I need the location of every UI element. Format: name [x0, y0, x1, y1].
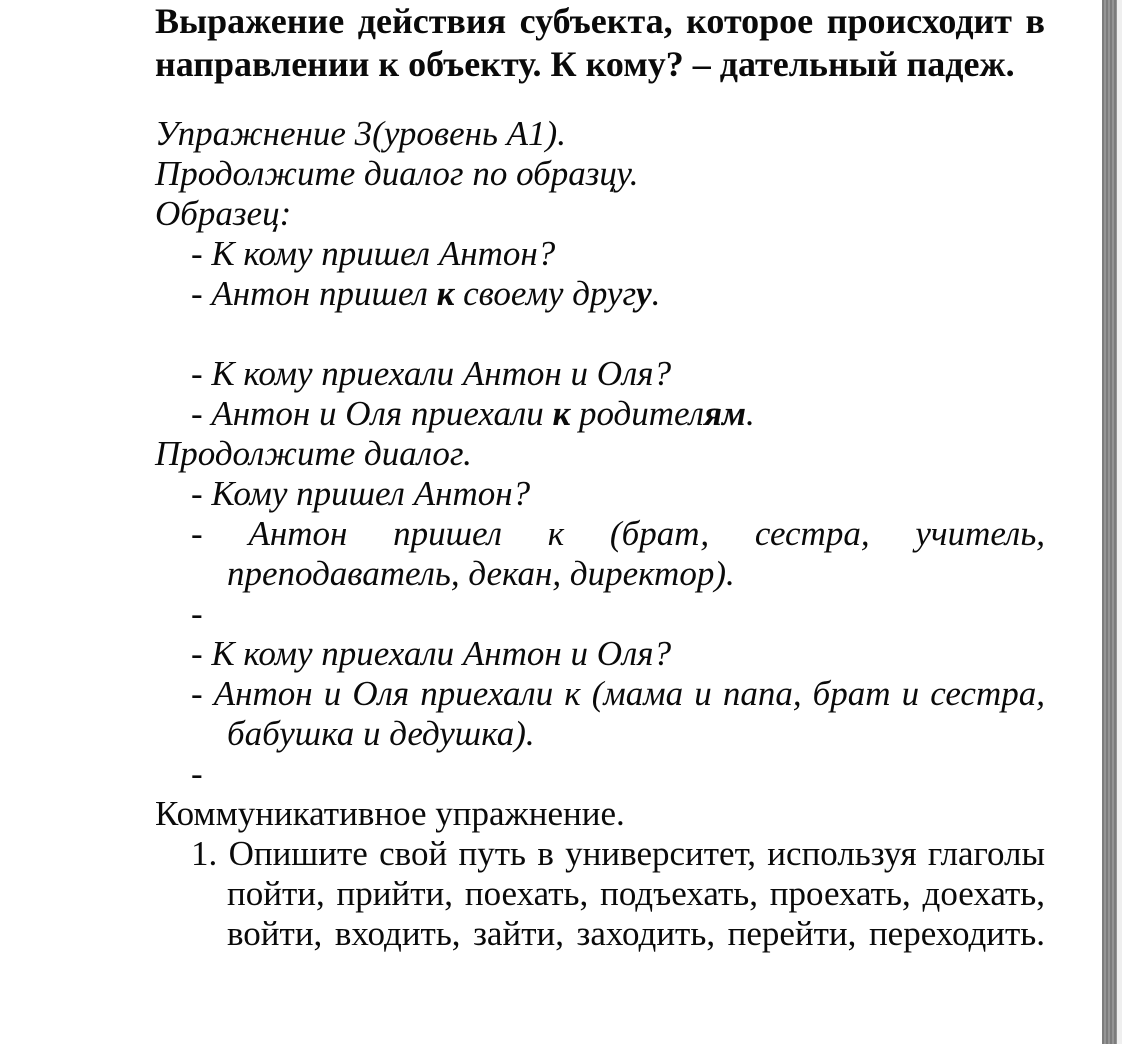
dialog-question: [155, 234, 1045, 274]
exercise-instruction: [155, 154, 1045, 194]
dialog-answer: [155, 394, 1045, 434]
text-segment: - К кому приехали Антон и Оля?: [191, 634, 672, 673]
text-segment: Выражение действия субъекта, которое происходит в: [155, 1, 1045, 41]
text-segment: направлении к объекту. К кому? – дательный падеж.: [155, 44, 1015, 84]
text-segment: - К кому пришел Антон?: [191, 234, 556, 273]
text-segment: родител: [570, 394, 704, 433]
text-segment: у: [636, 274, 652, 313]
text-segment: Коммуникативное упражнение.: [155, 794, 625, 833]
text-segment: -: [191, 594, 203, 633]
text-segment: - Антон и Оля приехали: [191, 394, 553, 433]
page-edge-scrollbar[interactable]: [1102, 0, 1117, 1044]
numbered-item-continuation: [155, 874, 1045, 914]
text-segment: - К кому приехали Антон и Оля?: [191, 354, 672, 393]
text-segment: к: [552, 394, 571, 433]
dialog-answer: [155, 274, 1045, 314]
text-segment: ям: [703, 394, 746, 433]
text-segment: своему друг: [454, 274, 637, 313]
text-segment: - Антон и Оля приехали к (мама и папа, брат и сестра,: [191, 674, 1045, 713]
dash-line: [155, 754, 1045, 794]
continue-instruction: [155, 434, 1045, 474]
dialog-answer-continuation: [155, 714, 1045, 754]
section-label: [155, 794, 1045, 834]
dialog-answer: [155, 514, 1045, 554]
text-segment: бабушка и дедушка).: [227, 714, 535, 753]
text-segment: пойти, прийти, поехать, подъехать, проехать, доехать,: [227, 874, 1045, 913]
dash-line: [155, 594, 1045, 634]
text-segment: - Антон пришел: [191, 274, 437, 313]
dialog-answer: [155, 674, 1045, 714]
text-segment: Образец:: [155, 194, 292, 233]
spacer: [155, 314, 1045, 354]
sample-label: [155, 194, 1045, 234]
text-segment: Продолжите диалог по образцу.: [155, 154, 639, 193]
text-segment: - Кому пришел Антон?: [191, 474, 531, 513]
text-segment: преподаватель, декан, директор).: [227, 554, 735, 593]
heading-line-2: [155, 43, 1045, 86]
text-segment: Упражнение 3(уровень А1).: [155, 114, 566, 153]
text-segment: войти, входить, зайти, заходить, перейти, переходить.: [227, 914, 1045, 953]
text-segment: -: [191, 754, 203, 793]
page-edge-margin: [1117, 0, 1122, 1044]
dialog-answer-continuation: [155, 554, 1045, 594]
dialog-question: [155, 354, 1045, 394]
dialog-question: [155, 474, 1045, 514]
exercise-title: [155, 114, 1045, 154]
text-segment: .: [745, 394, 755, 433]
text-segment: к: [436, 274, 455, 313]
heading-line-1: [155, 0, 1045, 43]
text-segment: .: [651, 274, 661, 313]
numbered-item-continuation: [155, 914, 1045, 954]
spacer: [155, 86, 1045, 114]
dialog-question: [155, 634, 1045, 674]
text-segment: Продолжите диалог.: [155, 434, 472, 473]
numbered-item: [155, 834, 1045, 874]
text-block: [155, 0, 1045, 954]
text-segment: 1. Опишите свой путь в университет, используя глаголы: [191, 834, 1045, 873]
text-segment: - Антон пришел к (брат, сестра, учитель,: [191, 514, 1045, 553]
